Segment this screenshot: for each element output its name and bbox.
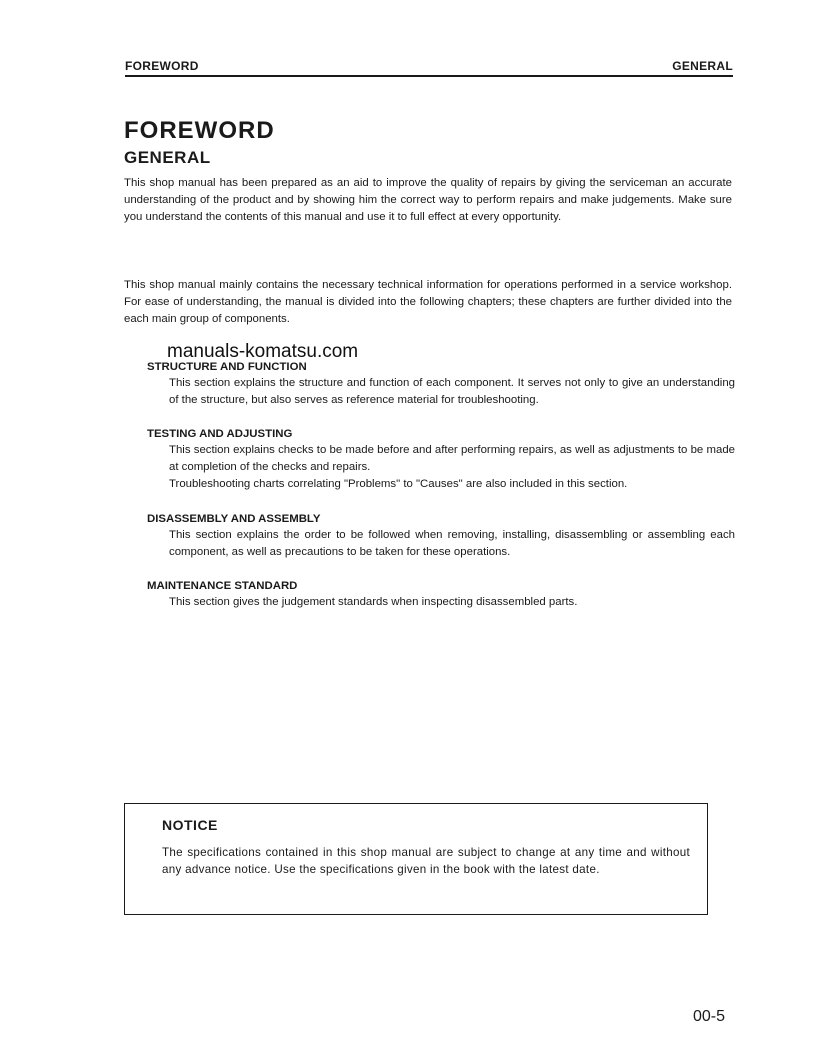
chapter-structure-and-function	[147, 359, 735, 409]
chapter-disassembly-and-assembly	[147, 511, 735, 561]
page-title: FOREWORD	[124, 117, 275, 144]
chapter-description: This section gives the judgement standards when inspecting disassembled parts.	[169, 596, 578, 608]
chapter-description: Troubleshooting charts correlating "Problems" to "Causes" are also included in this section.	[169, 478, 628, 490]
chapter-maintenance-standard	[147, 578, 735, 611]
header-section-label: FOREWORD	[125, 59, 199, 73]
chapters-overview-paragraph: This shop manual mainly contains the necessary technical information for operations performed in a service workshop. For ease of understanding, the manual is divided into the following chapters; these chapters are further divided into the each main group of components.	[124, 279, 732, 325]
notice-title: NOTICE	[162, 817, 218, 833]
chapter-testing-and-adjusting	[147, 426, 735, 493]
chapter-description: This section explains checks to be made before and after performing repairs, as well as adjustments to be made at completion of the checks and repairs.	[169, 444, 735, 473]
chapter-heading: DISASSEMBLY AND ASSEMBLY	[147, 513, 321, 525]
watermark-text: manuals-komatsu.com	[167, 341, 359, 362]
notice-box	[124, 803, 708, 915]
header-chapter-label: GENERAL	[672, 59, 733, 73]
chapter-heading: MAINTENANCE STANDARD	[147, 580, 298, 592]
chapter-description: This section explains the order to be followed when removing, installing, disassembling or assembling each component, as well as precautions to be taken for these operations.	[169, 529, 735, 558]
chapter-heading: TESTING AND ADJUSTING	[147, 428, 293, 440]
page-header	[125, 59, 733, 77]
notice-text: The specifications contained in this shop manual are subject to change at any time and without any advance notice. Use the specifications given in the book with the latest date.	[162, 846, 690, 876]
chapter-description: This section explains the structure and function of each component. It serves not only to give an understanding of the structure, but also serves as reference material for troubleshooting.	[169, 377, 735, 406]
section-title: GENERAL	[124, 148, 211, 167]
page-number: 00-5	[693, 1008, 726, 1025]
chapter-heading: STRUCTURE AND FUNCTION	[147, 361, 307, 373]
intro-paragraph: This shop manual has been prepared as an aid to improve the quality of repairs by giving the serviceman an accurate understanding of the product and by showing him the correct way to perform repairs and make judgements. Make sure you understand the contents of this manual and use it to full effect at every opportunity.	[124, 177, 732, 223]
